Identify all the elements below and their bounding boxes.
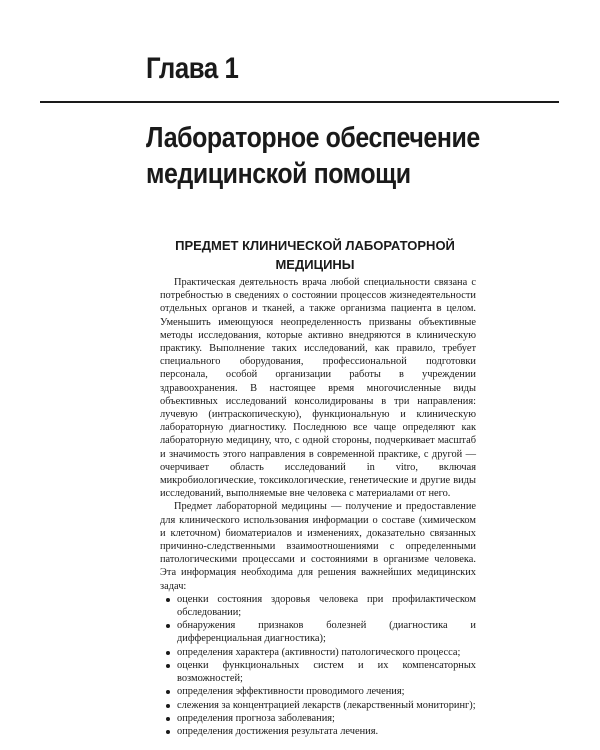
section-heading <box>160 236 470 274</box>
body-text <box>160 276 476 738</box>
chapter-divider <box>40 101 559 103</box>
list-item: слежения за концентрацией лекарств (лекарственный мониторинг); <box>160 699 476 712</box>
section-heading-line: ПРЕДМЕТ КЛИНИЧЕСКОЙ ЛАБОРАТОРНОЙ <box>175 238 455 253</box>
chapter-label: Глава 1 <box>146 52 239 85</box>
paragraph: Практическая деятельность врача любой специальности связана с потребностью в сведениях о состоянии процессов жизнедеятельности отдельных органов и тканей, а также организма пациента в целом. Уменьшить имеющуюся неопределенность призваны объективные методы исследования, которые активно внедряются в клиническую практику. Выполнение таких исследований, как правило, требует специального оборудования, профессиональной подготовки персонала, особой организации работы в учреждении здравоохранения. В настоящее время многочисленные виды объективных исследований консолидированы в три направления: лучевую (интраскопическую), функциональную и клиническую лабораторную диагностику. Последнюю все чаще определяют как лабораторную медицину, что, с одной стороны, подчеркивает масштаб и значимость этого направления в современной практике, с другой — очерчивает область исследований in vitro, включая микробиологические, токсикологические, генетические и другие виды исследований, выполняемые вне человека с материалами от него. <box>160 277 476 500</box>
chapter-title <box>146 120 507 192</box>
list-item: определения характера (активности) патологического процесса; <box>160 646 476 659</box>
paragraph: Предмет лабораторной медицины — получение и предоставление для клинического использования информации о составе (химическом и клеточном) биоматериалов и изменениях, доказательно связанных причинно-следственными взаимоотношениями с определенными патологическими процессами и состояниями в организме человека. Эта информация необходима для решения важнейших медицинских задач: <box>160 501 476 592</box>
chapter-title-line: Лабораторное обеспечение <box>146 122 480 154</box>
section-heading-line: МЕДИЦИНЫ <box>275 257 355 272</box>
list-item: определения прогноза заболевания; <box>160 712 476 725</box>
list-item: обнаружения признаков болезней (диагностика и дифференциальная диагностика); <box>160 619 476 645</box>
list-item: оценки функциональных систем и их компенсаторных возможностей; <box>160 659 476 685</box>
list-item: определения эффективности проводимого лечения; <box>160 685 476 698</box>
list-item: оценки состояния здоровья человека при профилактическом обследовании; <box>160 593 476 619</box>
task-list <box>160 593 476 738</box>
list-item: определения достижения результата лечения. <box>160 725 476 738</box>
chapter-title-line: медицинской помощи <box>146 158 411 190</box>
